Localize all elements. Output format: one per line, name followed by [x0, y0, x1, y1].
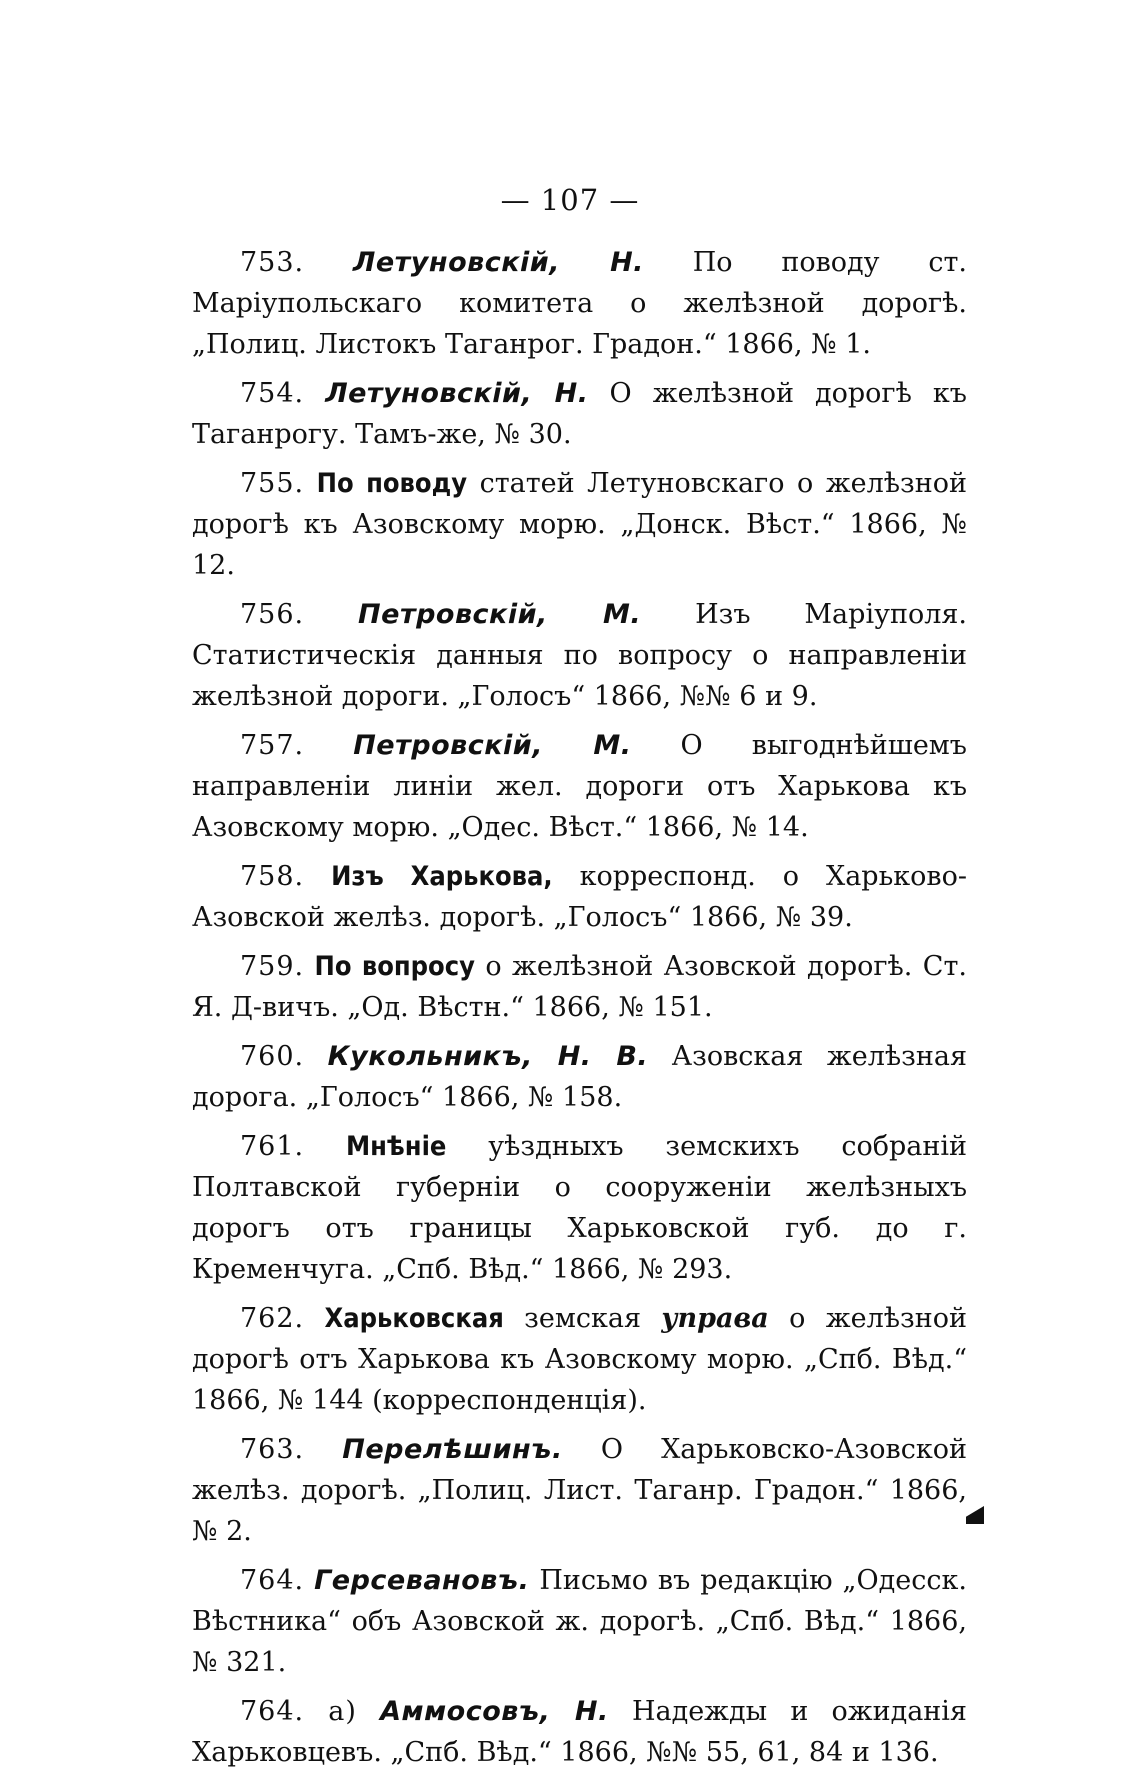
entry-heading: Харьковская — [324, 1303, 504, 1334]
entry-author: Летуновскій, Н. — [325, 378, 589, 409]
entry-author: Перелѣшинъ. — [342, 1434, 563, 1465]
entry-text: корреспонд. о Харьково-Азовской желѣз. дорогѣ. „Голосъ“ 1866, № 39. — [192, 861, 967, 933]
entry-754 — [192, 373, 967, 455]
entry-text: статей Летуновскаго о желѣзной дорогѣ къ Азовскому морю. „Донск. Вѣст.“ 1866, № 12. — [192, 468, 967, 581]
entry-759 — [192, 946, 967, 1028]
entry-764 — [192, 1560, 967, 1683]
entry-heading: По поводу — [316, 468, 468, 499]
entry-author: Петровскій, М. — [358, 599, 642, 630]
entry-author: Аммосовъ, Н. — [380, 1696, 609, 1727]
entry-number: 759. — [240, 951, 305, 982]
entry-number: 757. — [240, 730, 305, 761]
entry-760 — [192, 1036, 967, 1118]
entry-text: О Харьковско-Азовской желѣз. дорогѣ. „Полиц. Лист. Таганр. Градон.“ 1866, № 2. — [192, 1434, 967, 1547]
entry-text: о желѣзной дорогѣ отъ Харькова къ Азовскому морю. „Спб. Вѣд.“ 1866, № 144 (корреспонденція). — [192, 1303, 967, 1416]
entry-number: 763. — [240, 1434, 305, 1465]
entry-text: уѣздныхъ земскихъ собраній Полтавской губерніи о сооруженіи желѣзныхъ дорогъ отъ границы Харьковской губ. до г. Кременчуга. „Спб. Вѣд.“ 1866, № 293. — [192, 1131, 967, 1285]
entry-emphasis: управа — [661, 1303, 769, 1334]
page-number: — 107 — — [500, 183, 640, 217]
entry-number: 758. — [240, 861, 305, 892]
entry-764a — [192, 1691, 967, 1773]
entry-text: Азовская желѣзная дорога. „Голосъ“ 1866, № 158. — [192, 1041, 967, 1113]
entry-number: 762. — [240, 1303, 305, 1334]
entry-heading: Изъ Харькова, — [331, 861, 553, 892]
entry-text: о желѣзной Азовской дорогѣ. Ст. Я. Д-вичъ. „Од. Вѣстн.“ 1866, № 151. — [192, 951, 967, 1023]
entry-text: Изъ Маріуполя. Статистическія данныя по вопросу о направленіи желѣзной дороги. „Голосъ“ 1866, №№ 6 и 9. — [192, 599, 967, 712]
entry-763 — [192, 1429, 967, 1552]
entry-heading: Мнѣніе — [345, 1131, 447, 1162]
entry-text: По поводу ст. Маріупольскаго комитета о желѣзной дорогѣ. „Полиц. Листокъ Таганрог. Градон.“ 1866, № 1. — [192, 247, 967, 360]
entry-number: 761. — [240, 1131, 305, 1162]
entry-753 — [192, 242, 967, 365]
entry-author: Петровскій, М. — [353, 730, 632, 761]
entry-number: 755. — [240, 468, 305, 499]
entry-author: Летуновскій, Н. — [352, 247, 644, 278]
entry-text: земская — [524, 1303, 642, 1334]
entry-text: О выгоднѣйшемъ направленіи линіи жел. дороги отъ Харькова къ Азовскому морю. „Одес. Вѣст.“ 1866, № 14. — [192, 730, 967, 843]
entry-number: 764. а) — [240, 1696, 357, 1727]
entry-number: 754. — [240, 378, 305, 409]
entry-755 — [192, 463, 967, 586]
entry-number: 756. — [240, 599, 305, 630]
entry-761 — [192, 1126, 967, 1290]
entry-number: 760. — [240, 1041, 305, 1072]
entry-heading: По вопросу — [314, 951, 475, 982]
entry-762 — [192, 1298, 967, 1421]
entry-text: Письмо въ редакцію „Одесск. Вѣстника“ объ Азовской ж. дорогѣ. „Спб. Вѣд.“ 1866, № 321. — [192, 1565, 967, 1678]
entry-757 — [192, 725, 967, 848]
entry-number: 753. — [240, 247, 305, 278]
entry-author: Кукольникъ, Н. В. — [327, 1041, 649, 1072]
entry-756 — [192, 594, 967, 717]
entry-text: Надежды и ожиданія Харьковцевъ. „Спб. Вѣд.“ 1866, №№ 55, 61, 84 и 136. — [192, 1696, 967, 1768]
bibliography-list — [192, 242, 967, 1781]
ink-mark-decoration — [966, 1506, 984, 1524]
entry-author: Герсевановъ. — [314, 1565, 530, 1596]
entry-text: О желѣзной дорогѣ къ Таганрогу. Тамъ-же, № 30. — [192, 378, 967, 450]
entry-number: 764. — [240, 1565, 305, 1596]
entry-758 — [192, 856, 967, 938]
